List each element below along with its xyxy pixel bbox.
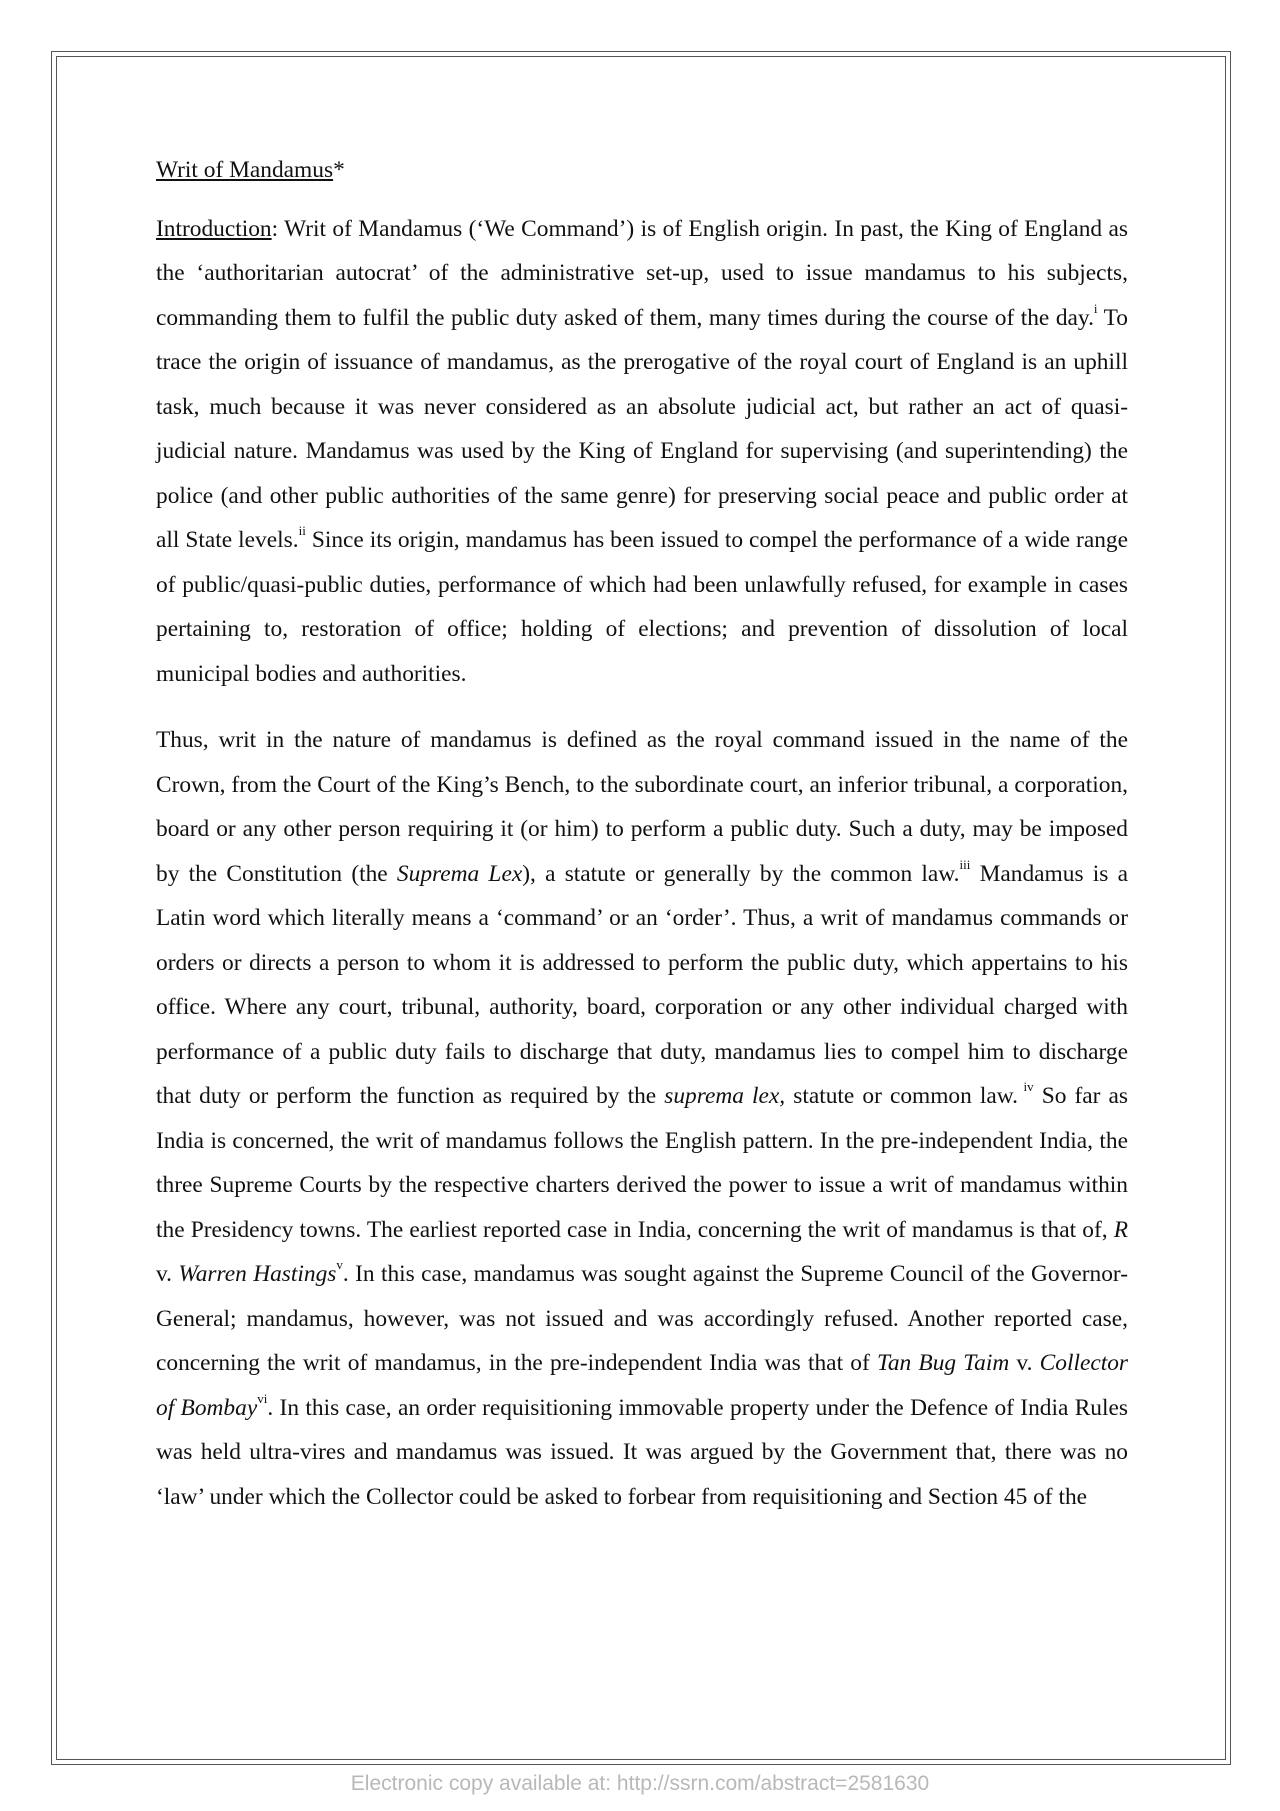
- p2-text-2: ), a statute or generally by the common law.: [522, 860, 960, 887]
- paragraph-introduction: [156, 207, 1128, 697]
- p2-text-5: So far as India is concerned, the writ of mandamus follows the English pattern. In the pre-independent India, the three Supreme Courts by the respective charters derived the power to issue a writ of mandamus within the Presidency towns. The earliest reported case in India, concerning the writ of mandamus is that of,: [156, 1083, 1129, 1243]
- p2-text-9: . In this case, an order requisitioning immovable property under the Defence of India Rules was held ultra-vires and mandamus was issued. It was argued by the Government that, there was no ‘law’ under which the Collector could be asked to forbear from requisitioning and Section 45 of the: [156, 1394, 1128, 1510]
- p2-text-1: Thus, writ in the nature of mandamus is defined as the royal command issued in the name of the Crown, from the Court of the King’s Bench, to the subordinate court, an inferior tribunal, a corporation, board or any other person requiring it (or him) to perform a public duty. Such a duty, may be imposed by the Constitution (the: [156, 727, 1128, 887]
- document-title: [156, 148, 1128, 193]
- p2-text-6: v.: [156, 1261, 179, 1287]
- p2-italic-3: R: [1113, 1216, 1128, 1243]
- document-body: [156, 148, 1128, 1519]
- p2-italic-5: Tan Bug Taim: [876, 1350, 1010, 1376]
- p1-text-2: To trace the origin of issuance of mandamus, as the prerogative of the royal court of England is an uphill task, much because it was never considered as an absolute judicial act, but rather an act of quasi-judicial nature. Mandamus was used by the King of England for supervising (and superintending) the police (and other public authorities of the same genre) for preserving social peace and public order at all State levels.: [156, 304, 1128, 553]
- ssrn-footer: Electronic copy available at: http://ssrn.com/abstract=2581630: [350, 1772, 930, 1795]
- footnote-ref-ii: ii: [298, 523, 306, 539]
- intro-label: Introduction: [156, 215, 272, 242]
- p2-italic-4: Warren Hastings: [178, 1261, 337, 1287]
- footnote-ref-iv: iv: [1018, 1079, 1034, 1095]
- footnote-ref-iii: iii: [959, 856, 971, 872]
- title-text: Writ of Mandamus: [156, 157, 334, 183]
- footnote-ref-i: i: [1093, 300, 1098, 316]
- p1-text-1: : Writ of Mandamus (‘We Command’) is of English origin. In past, the King of England as the ‘authoritarian autocrat’ of the administrative set-up, used to issue mandamus to his subjects, commanding them to fulfil the public duty asked of them, many times during the course of the day.: [156, 215, 1128, 331]
- paragraph-definition: [156, 718, 1128, 1519]
- p2-text-4: statute or common law.: [785, 1083, 1018, 1109]
- title-asterisk: *: [333, 157, 345, 183]
- p2-text-8: v.: [1009, 1350, 1040, 1376]
- p2-text-7: . In this case, mandamus was sought against the Supreme Council of the Governor-General; mandamus, however, was not issued and was accordingly refused. Another reported case, concerning the writ of mandamus, in the pre-independent India was that of: [156, 1261, 1128, 1376]
- p2-italic-2: suprema lex,: [664, 1083, 786, 1109]
- p2-text-3: Mandamus is a Latin word which literally means a ‘command’ or an ‘order’. Thus, a writ of mandamus commands or orders or directs a person to whom it is addressed to perform the public duty, which appertains to his office. Where any court, tribunal, authority, board, corporation or any other individual charged with performance of a public duty fails to discharge that duty, mandamus lies to compel him to discharge that duty or perform the function as required by the: [156, 860, 1128, 1109]
- p2-italic-6: Collector of Bombay: [156, 1350, 1129, 1421]
- footnote-ref-v: v: [336, 1257, 343, 1273]
- p1-text-3: Since its origin, mandamus has been issued to compel the performance of a wide range of public/quasi-public duties, performance of which had been unlawfully refused, for example in cases pertaining to, restoration of office; holding of elections; and prevention of dissolution of local municipal bodies and authorities.: [156, 527, 1128, 687]
- footnote-ref-vi: vi: [257, 1390, 268, 1406]
- p2-italic-1: Suprema Lex: [396, 860, 523, 887]
